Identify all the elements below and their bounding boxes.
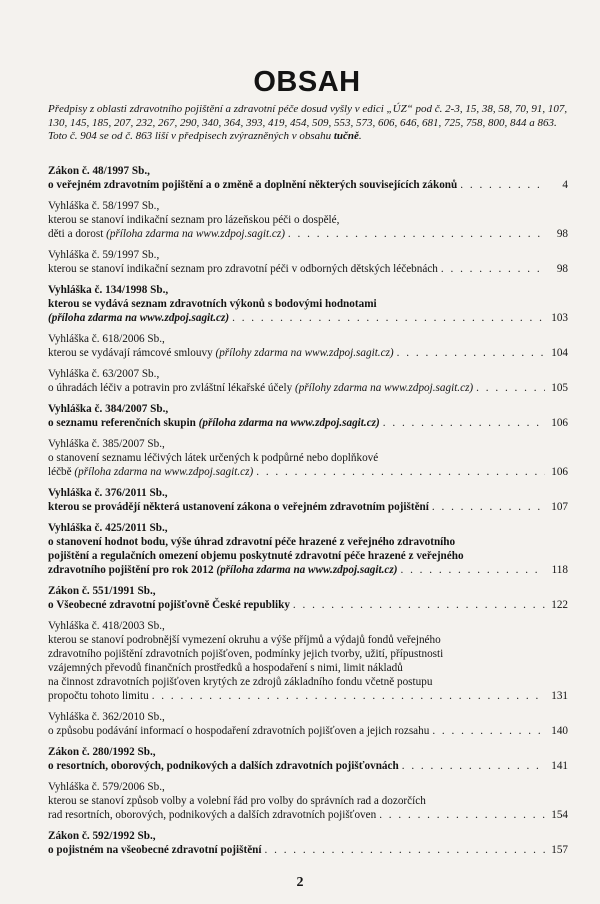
leader-dots	[265, 843, 546, 857]
toc-entry	[48, 710, 568, 738]
leader-dots	[476, 381, 545, 395]
toc-entry-text	[48, 633, 441, 647]
toc-entry-heading: Zákon č. 48/1997 Sb.,	[48, 164, 150, 177]
toc-entry-text	[48, 549, 464, 563]
toc-entry-text	[48, 535, 455, 549]
toc-entry-heading: Zákon č. 280/1992 Sb.,	[48, 745, 156, 758]
toc-entry-line	[48, 563, 568, 577]
toc-entry-page: 131	[551, 689, 568, 702]
leader-dots	[256, 465, 545, 479]
toc-entry-title: pojištění a regulačních omezení objemu poskytnuté zdravotní péče hrazené z veřejného	[48, 549, 464, 562]
toc-entry	[48, 437, 568, 479]
toc-entry-note: (příloha zdarma na www.zdpoj.sagit.cz)	[106, 227, 285, 240]
toc-entry-page: 122	[551, 598, 568, 611]
toc-entry-heading: Vyhláška č. 418/2003 Sb.,	[48, 619, 165, 632]
toc-entry-text	[48, 297, 377, 311]
toc-entry-heading: Vyhláška č. 385/2007 Sb.,	[48, 437, 165, 450]
leader-dots	[432, 500, 545, 514]
toc-entry-line	[48, 689, 568, 703]
toc-entry-note: (přílohy zdarma na www.zdpoj.sagit.cz)	[294, 381, 474, 394]
toc-entry-line	[48, 297, 568, 311]
toc-entry-title: na činnost zdravotních pojišťoven krytých ze zdrojů základního fondu včetně postupu	[48, 675, 433, 688]
toc-entry-line	[48, 675, 568, 689]
toc-entry-line	[48, 465, 568, 479]
toc-entry-title: o úhradách léčiv a potravin pro zvláštní lékařské účely	[48, 381, 295, 394]
table-of-contents	[48, 164, 568, 857]
toc-entry-page: 118	[551, 563, 568, 576]
page-title: OBSAH	[253, 66, 361, 98]
toc-entry-title: kterou se vydávají rámcové smlouvy	[48, 346, 216, 359]
toc-entry-title: kterou se stanoví indikační seznam pro lázeňskou péči o dospělé,	[48, 213, 340, 226]
intro-bold-word: tučně	[333, 130, 359, 142]
toc-entry-title: kterou se stanoví indikační seznam pro zdravotní péči v odborných dětských léčebnách	[48, 262, 438, 275]
toc-entry-page: 98	[556, 227, 568, 240]
toc-entry-line	[48, 213, 568, 227]
toc-entry-title: kterou se vydává seznam zdravotních výkonů s bodovými hodnotami	[48, 297, 377, 310]
toc-entry	[48, 619, 568, 703]
toc-entry-text	[48, 311, 229, 325]
leader-dots	[460, 178, 545, 192]
toc-entry	[48, 486, 568, 514]
toc-entry-page: 98	[556, 262, 568, 275]
toc-entry-text	[48, 227, 285, 241]
leader-dots	[383, 416, 545, 430]
toc-entry-heading: Zákon č. 592/1992 Sb.,	[48, 829, 156, 842]
toc-entry-page: 104	[551, 346, 568, 359]
toc-entry-title: o Všeobecné zdravotní pojišťovně České republiky	[48, 598, 290, 611]
toc-entry-line	[48, 633, 568, 647]
toc-entry-text	[48, 808, 376, 822]
toc-entry-heading: Vyhláška č. 384/2007 Sb.,	[48, 402, 169, 415]
toc-entry-page: 107	[551, 500, 568, 513]
leader-dots	[432, 724, 545, 738]
toc-entry-heading: Vyhláška č. 376/2011 Sb.,	[48, 486, 168, 499]
toc-entry-line	[48, 416, 568, 430]
toc-entry-text	[48, 647, 443, 661]
toc-entry-page: 103	[551, 311, 568, 324]
toc-entry-title: kterou se stanoví způsob volby a volební řád pro volby do správních rad a dozorčích	[48, 794, 426, 807]
toc-entry-title: o resortních, oborových, podnikových a dalších zdravotních pojišťovnách	[48, 759, 399, 772]
toc-entry-text	[48, 346, 394, 360]
toc-entry-title: zdravotního pojištění pro rok 2012	[48, 563, 217, 576]
toc-entry-line	[48, 262, 568, 276]
toc-entry-line	[48, 227, 568, 241]
toc-entry-line	[48, 549, 568, 563]
toc-entry-title: kterou se stanoví podrobnější vymezení okruhu a výše příjmů a výdajů fondů veřejného	[48, 633, 441, 646]
toc-entry	[48, 248, 568, 276]
leader-dots	[397, 346, 545, 360]
toc-entry	[48, 780, 568, 822]
toc-entry-heading: Vyhláška č. 134/1998 Sb.,	[48, 283, 169, 296]
toc-entry-title: rad resortních, oborových, podnikových a dalších zdravotních pojišťoven	[48, 808, 377, 821]
leader-dots	[232, 311, 545, 325]
toc-entry-line	[48, 500, 568, 514]
toc-entry-heading: Vyhláška č. 59/1997 Sb.,	[48, 248, 160, 261]
toc-entry	[48, 521, 568, 577]
leader-dots	[400, 563, 545, 577]
toc-entry-line	[48, 535, 568, 549]
toc-entry-line	[48, 647, 568, 661]
toc-entry-text	[48, 843, 262, 857]
leader-dots	[152, 689, 545, 703]
toc-entry-heading: Vyhláška č. 63/2007 Sb.,	[48, 367, 160, 380]
toc-entry-line	[48, 794, 568, 808]
toc-entry-title: o způsobu podávání informací o hospodaření zdravotních pojišťoven a jejich rozsahu	[48, 724, 430, 737]
toc-entry-heading: Vyhláška č. 579/2006 Sb.,	[48, 780, 165, 793]
toc-entry-note: (příloha zdarma na www.zdpoj.sagit.cz)	[74, 465, 254, 478]
toc-entry-line	[48, 381, 568, 395]
toc-entry-page: 154	[551, 808, 568, 821]
toc-entry-title: děti a dorost	[48, 227, 107, 240]
toc-entry-title: o stanovení seznamu léčivých látek určených k podpůrné nebo doplňkové	[48, 451, 379, 464]
toc-entry-text	[48, 178, 457, 192]
toc-entry-title: o pojistném na všeobecné zdravotní pojištění	[48, 843, 262, 856]
toc-entry-note: (příloha zdarma na www.zdpoj.sagit.cz)	[48, 311, 230, 324]
toc-entry-line	[48, 311, 568, 325]
toc-entry-title: kterou se provádějí některá ustanovení zákona o veřejném zdravotním pojištění	[48, 500, 429, 513]
toc-entry-text	[48, 661, 403, 675]
toc-entry-line	[48, 661, 568, 675]
toc-entry-note: (příloha zdarma na www.zdpoj.sagit.cz)	[216, 563, 398, 576]
toc-entry-page: 141	[551, 759, 568, 772]
toc-entry-text	[48, 675, 432, 689]
toc-entry	[48, 829, 568, 857]
intro-paragraph	[48, 103, 568, 144]
toc-entry-title: vzájemných převodů finančních prostředků a hospodaření s nimi, limit nákladů	[48, 661, 403, 674]
toc-entry-text	[48, 381, 473, 395]
toc-entry-line	[48, 808, 568, 822]
toc-entry-line	[48, 598, 568, 612]
leader-dots	[441, 262, 545, 276]
toc-entry-title: léčbě	[48, 465, 75, 478]
toc-entry-page: 4	[562, 178, 568, 191]
intro-end: .	[358, 130, 362, 142]
toc-entry-page: 106	[551, 416, 568, 429]
toc-entry-title: zdravotního pojištění zdravotních pojišťoven, podmínky jejich tvorby, užití, přípustnosti	[48, 647, 444, 660]
page-number: 2	[296, 875, 304, 890]
toc-entry-heading: Vyhláška č. 58/1997 Sb.,	[48, 199, 160, 212]
toc-entry-title: o seznamu referenčních skupin	[48, 416, 199, 429]
toc-entry	[48, 164, 568, 192]
intro-text: Předpisy z oblasti zdravotního pojištění a zdravotní péče dosud vyšly v edici „ÚZ“ pod č. 2-3, 15, 38, 58, 70, 91, 107, 130, 145, 185, 207, 232, 267, 290, 340, 364, 393, 419, 454, 509, 553, 573, 606, 646, 681, 725, 758, 800, 844 a 863. Toto č. 904 se od č. 863 liší v předpisech zvýrazněných v obsahu	[48, 103, 568, 142]
toc-entry-text	[48, 451, 378, 465]
toc-entry-text	[48, 465, 253, 479]
toc-entry	[48, 402, 568, 430]
toc-entry-note: (příloha zdarma na www.zdpoj.sagit.cz)	[198, 416, 380, 429]
toc-entry-text	[48, 689, 149, 703]
toc-entry	[48, 745, 568, 773]
toc-entry-text	[48, 563, 397, 577]
toc-entry-text	[48, 262, 438, 276]
toc-entry	[48, 332, 568, 360]
toc-entry-page: 106	[551, 465, 568, 478]
toc-entry-title: o stanovení hodnot bodu, výše úhrad zdravotní péče hrazené z veřejného zdravotního	[48, 535, 456, 548]
leader-dots	[379, 808, 545, 822]
toc-entry	[48, 367, 568, 395]
toc-entry-text	[48, 213, 339, 227]
toc-entry-line	[48, 724, 568, 738]
toc-entry-text	[48, 759, 399, 773]
toc-entry-heading: Vyhláška č. 425/2011 Sb.,	[48, 521, 168, 534]
toc-entry	[48, 199, 568, 241]
toc-entry-line	[48, 451, 568, 465]
toc-entry-title: propočtu tohoto limitu	[48, 689, 149, 702]
toc-entry	[48, 283, 568, 325]
toc-entry-note: (přílohy zdarma na www.zdpoj.sagit.cz)	[215, 346, 394, 359]
toc-entry-text	[48, 416, 380, 430]
leader-dots	[402, 759, 545, 773]
toc-entry-page: 105	[551, 381, 568, 394]
toc-entry-heading: Vyhláška č. 362/2010 Sb.,	[48, 710, 165, 723]
toc-entry-line	[48, 178, 568, 192]
leader-dots	[288, 227, 545, 241]
toc-entry-page: 140	[551, 724, 568, 737]
toc-entry-heading: Vyhláška č. 618/2006 Sb.,	[48, 332, 165, 345]
leader-dots	[293, 598, 545, 612]
toc-entry-title: o veřejném zdravotním pojištění a o změně a doplnění některých souvisejících zákonů	[48, 178, 458, 191]
toc-entry	[48, 584, 568, 612]
toc-entry-line	[48, 346, 568, 360]
toc-entry-line	[48, 759, 568, 773]
toc-entry-page: 157	[551, 843, 568, 856]
toc-entry-text	[48, 794, 426, 808]
toc-entry-text	[48, 724, 429, 738]
toc-entry-line	[48, 843, 568, 857]
toc-entry-text	[48, 598, 290, 612]
toc-entry-heading: Zákon č. 551/1991 Sb.,	[48, 584, 156, 597]
toc-entry-text	[48, 500, 429, 514]
